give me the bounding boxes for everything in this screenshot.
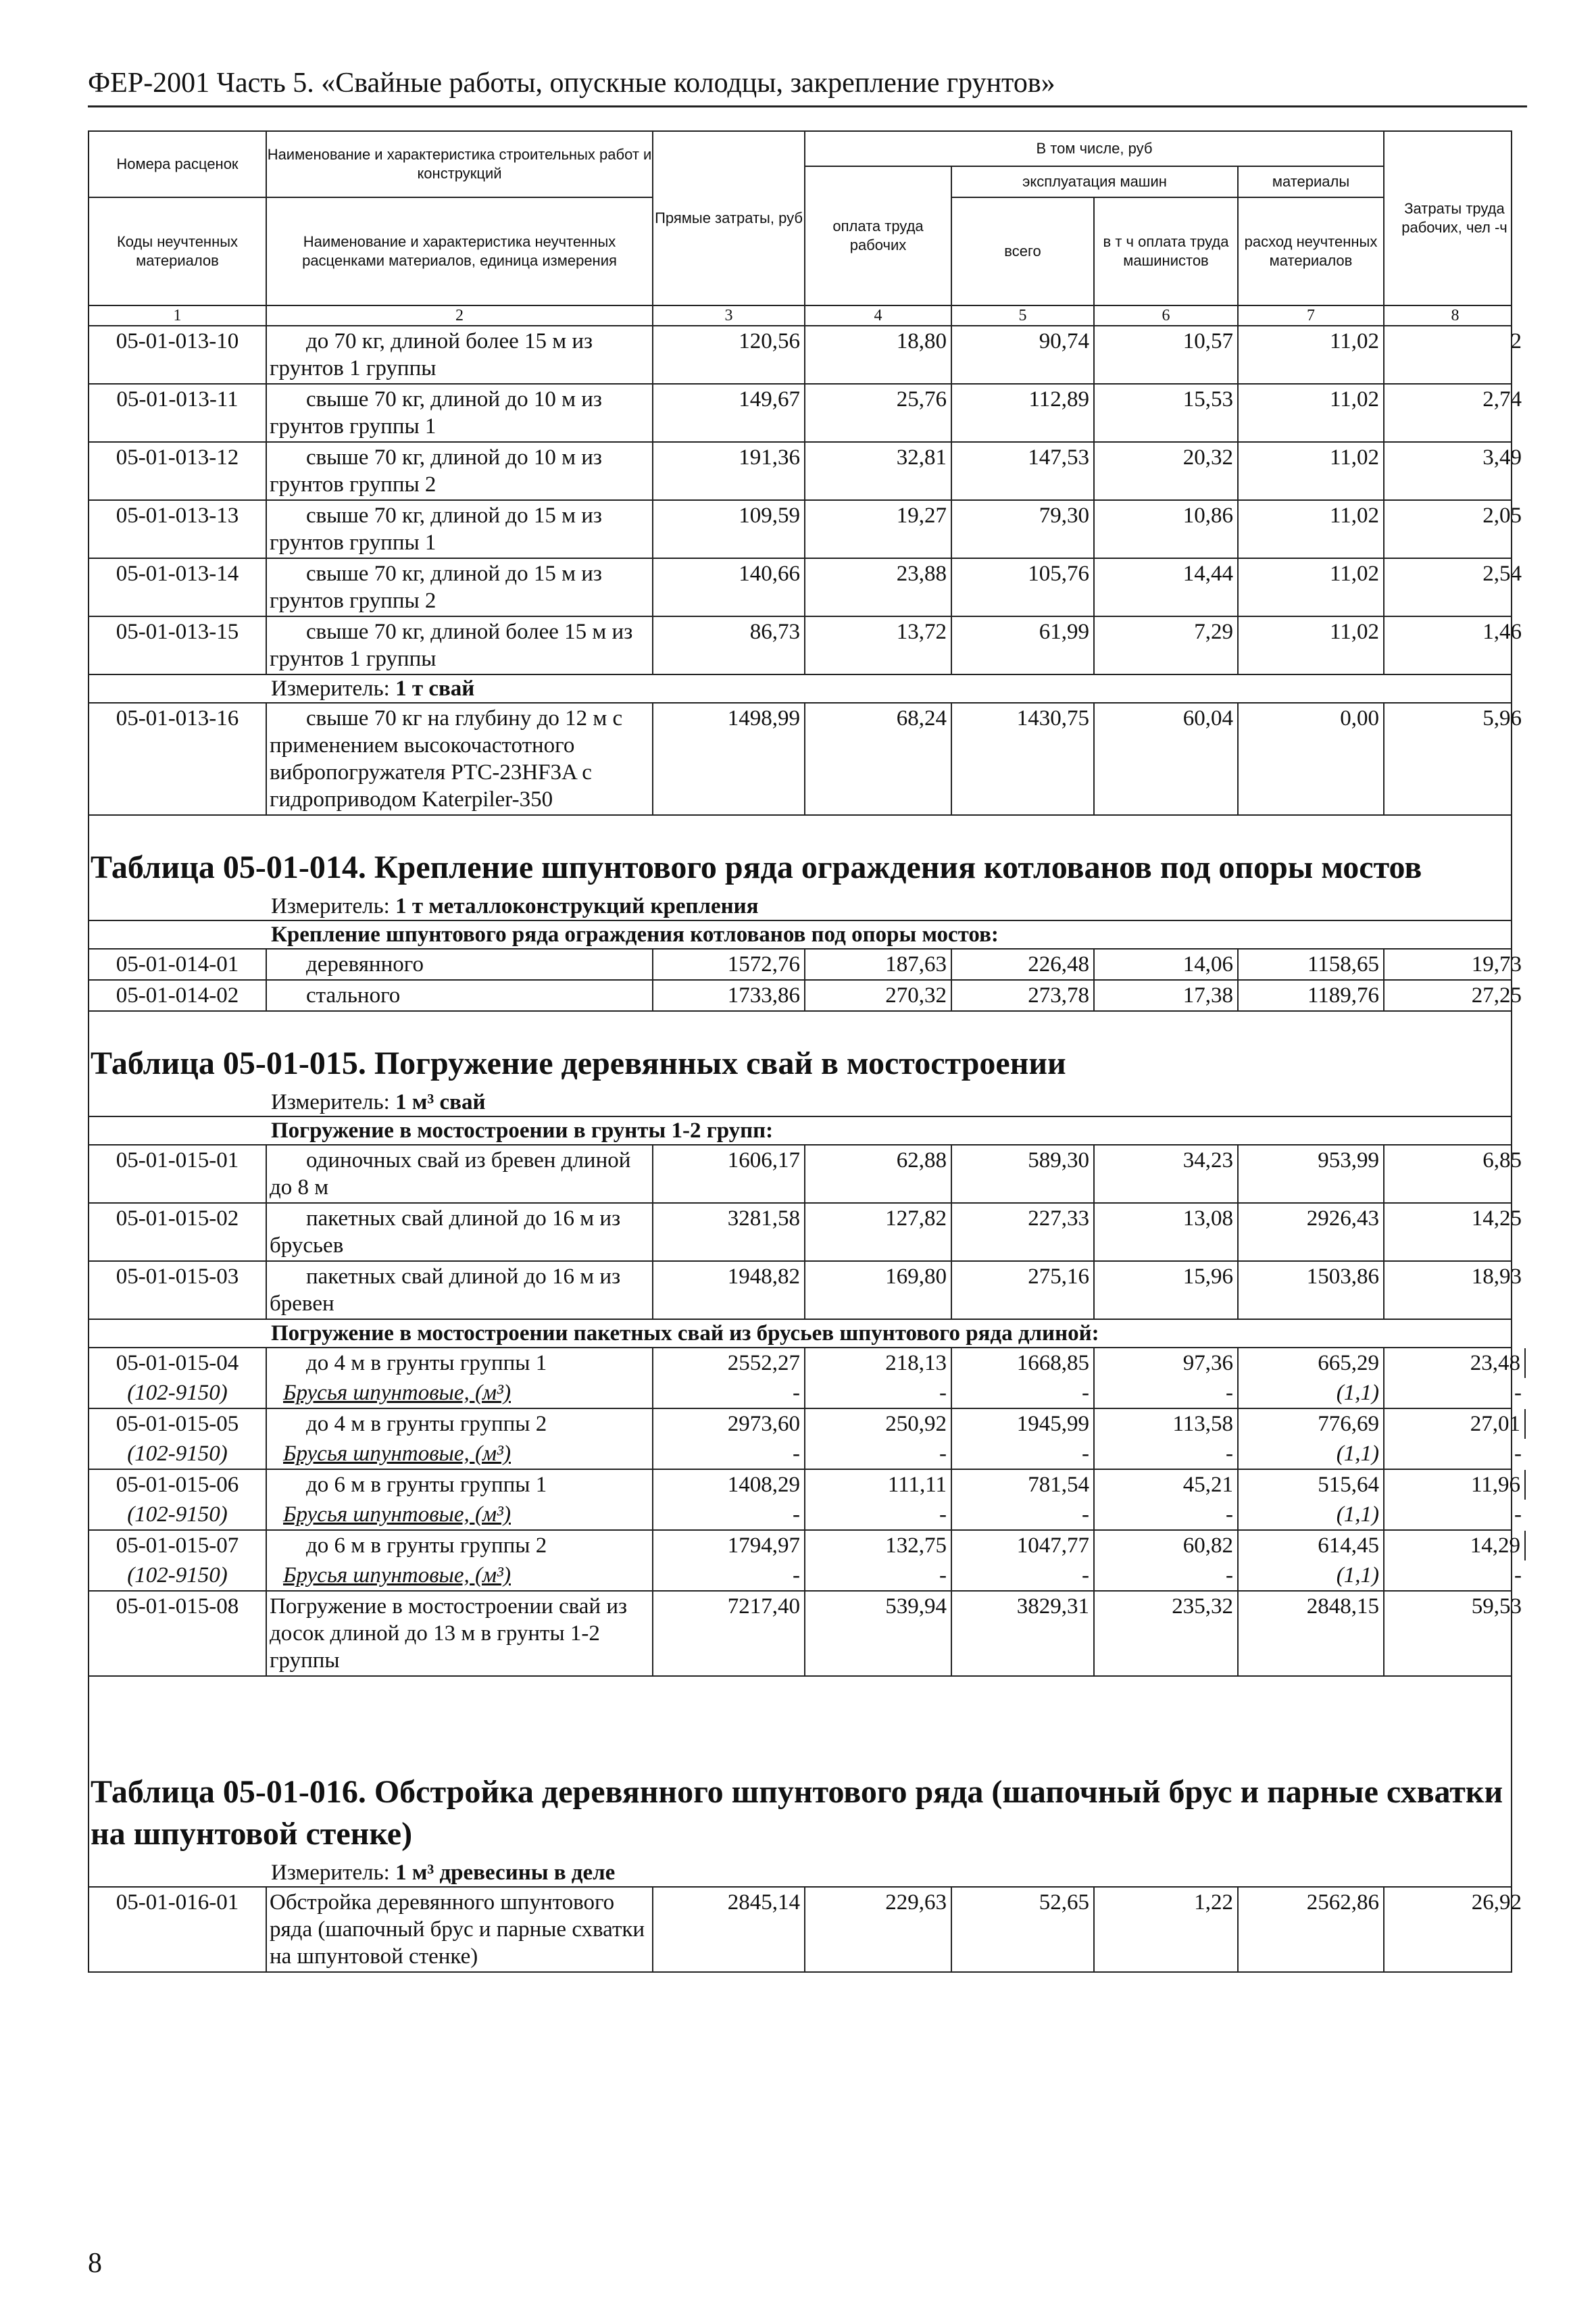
rate-code: 05-01-015-08: [89, 1592, 267, 1675]
operators-pay: 34,23: [1095, 1146, 1239, 1202]
header-labor-hours: Затраты труда рабочих, чел -ч: [1401, 200, 1507, 236]
operators-pay: 235,32: [1095, 1592, 1239, 1675]
section-row: [89, 921, 1511, 950]
table-row: [89, 1531, 1522, 1592]
rate-name: деревянного: [267, 950, 653, 979]
rate-name: свыше 70 кг, длиной более 15 м из грунтов 1 группы: [267, 617, 653, 674]
material-value: (1,1): [1239, 1439, 1385, 1469]
labor-hours: 14,25: [1471, 1206, 1522, 1231]
rate-code: 05-01-013-14: [89, 559, 267, 616]
table-016-title-block: [89, 1677, 1511, 1855]
labor-pay: 218,13: [805, 1348, 952, 1378]
rate-code: 05-01-013-11: [89, 385, 267, 441]
labor-pay: 229,63: [805, 1888, 952, 1971]
material-value: -: [653, 1378, 805, 1408]
material-value: -: [1514, 1563, 1522, 1587]
labor-pay: 270,32: [805, 981, 952, 1010]
meter-value: 1 м³ свай: [395, 1090, 486, 1114]
rate-name: пакетных свай длиной до 16 м из брусьев: [267, 1204, 653, 1260]
labor-pay: 127,82: [805, 1204, 952, 1260]
material-value: -: [1514, 1442, 1522, 1466]
rate-code: 05-01-016-01: [89, 1888, 267, 1971]
rate-code: 05-01-015-01: [89, 1146, 267, 1202]
block-015-b: [89, 1348, 1522, 1592]
block-015-a: [89, 1146, 1522, 1320]
section-row: [89, 1117, 1511, 1146]
rate-name: свыше 70 кг, длиной до 10 м из грунтов группы 1: [267, 385, 653, 441]
machines-total: 589,30: [952, 1146, 1095, 1202]
rate-code: 05-01-013-13: [89, 501, 267, 558]
header-rule: [88, 105, 1527, 107]
rate-name: до 6 м в грунты группы 2: [267, 1531, 653, 1560]
block-013: [89, 326, 1522, 675]
machines-total: 227,33: [952, 1204, 1095, 1260]
direct-costs: 1498,99: [653, 704, 805, 814]
machines-total: 147,53: [952, 443, 1095, 499]
col-number: 3: [653, 306, 805, 325]
labor-hours: 1,46: [1482, 620, 1522, 644]
rate-name: одиночных свай из бревен длиной до 8 м: [267, 1146, 653, 1202]
rate-name: свыше 70 кг на глубину до 12 м с применением высокочастотного вибропогружателя РТС-23HF3A с гидроприводом Katerpiler-350: [267, 704, 653, 814]
table-header: [89, 132, 1511, 306]
section-label: Погружение в мостостроении пакетных свай из брусьев шпунтового ряда длиной:: [271, 1321, 1099, 1346]
direct-costs: 191,36: [653, 443, 805, 499]
material-value: -: [952, 1560, 1095, 1590]
table-row: [89, 559, 1522, 617]
machines-total: 79,30: [952, 501, 1095, 558]
materials: 11,02: [1239, 385, 1385, 441]
header-name-top: Наименование и характеристика строительных работ и конструкций: [267, 132, 653, 198]
machines-total: 3829,31: [952, 1592, 1095, 1675]
machines-total: 61,99: [952, 617, 1095, 674]
labor-hours: 18,93: [1471, 1264, 1522, 1289]
direct-costs: 120,56: [653, 326, 805, 383]
operators-pay: 45,21: [1095, 1470, 1239, 1500]
header-group: В том числе, руб: [805, 132, 1385, 167]
rate-code: 05-01-013-10: [89, 326, 267, 383]
rate-name: стального: [267, 981, 653, 1010]
rate-name: Обстройка деревянного шпунтового ряда (шапочный брус и парные схватки на шпунтовой стенке): [267, 1888, 653, 1971]
direct-costs: 7217,40: [653, 1592, 805, 1675]
rate-name: до 70 кг, длиной более 15 м из грунтов 1 группы: [267, 326, 653, 383]
section-label: Погружение в мостостроении в грунты 1-2 групп:: [271, 1118, 774, 1143]
section-row: [89, 1320, 1511, 1348]
table-row: [89, 501, 1522, 559]
materials: 953,99: [1239, 1146, 1385, 1202]
machines-total: 275,16: [952, 1262, 1095, 1319]
rate-name: до 6 м в грунты группы 1: [267, 1470, 653, 1500]
machines-total: 1945,99: [952, 1409, 1095, 1439]
direct-costs: 1948,82: [653, 1262, 805, 1319]
materials: 1503,86: [1239, 1262, 1385, 1319]
operators-pay: 15,53: [1095, 385, 1239, 441]
rate-code: 05-01-015-03: [89, 1262, 267, 1319]
rate-code: 05-01-014-02: [89, 981, 267, 1010]
col-number: 5: [952, 306, 1095, 325]
rate-code: 05-01-014-01: [89, 950, 267, 979]
table-016-title: Таблица 05-01-016. Обстройка деревянного шпунтового ряда (шапочный брус и парные схватки на шпунтовой стенке): [91, 1774, 1503, 1852]
materials: 11,02: [1239, 326, 1385, 383]
labor-hours: 2,54: [1482, 562, 1522, 586]
table-015-title-block: [89, 1012, 1511, 1085]
labor-hours: 11,96: [1385, 1470, 1526, 1500]
rate-name: свыше 70 кг, длиной до 10 м из грунтов группы 2: [267, 443, 653, 499]
material-code: (102-9150): [89, 1439, 267, 1469]
labor-hours: 2,74: [1482, 387, 1522, 412]
col-number: 6: [1095, 306, 1239, 325]
table-row: [89, 950, 1522, 981]
direct-costs: 109,59: [653, 501, 805, 558]
operators-pay: 14,06: [1095, 950, 1239, 979]
machines-total: 52,65: [952, 1888, 1095, 1971]
rate-code: 05-01-015-04: [89, 1348, 267, 1378]
labor-pay: 32,81: [805, 443, 952, 499]
rate-code: 05-01-015-06: [89, 1470, 267, 1500]
labor-hours: 26,92: [1471, 1890, 1522, 1915]
labor-hours: 5,96: [1482, 706, 1522, 731]
header-unaccounted-materials: расход неучтенных материалов: [1239, 198, 1385, 305]
operators-pay: 17,38: [1095, 981, 1239, 1010]
material-value: (1,1): [1239, 1560, 1385, 1590]
col-number: 2: [267, 306, 653, 325]
meter-value: 1 т металлоконструкций крепления: [395, 894, 759, 918]
rate-code: 05-01-013-15: [89, 617, 267, 674]
machines-total: 273,78: [952, 981, 1095, 1010]
direct-costs: 1572,76: [653, 950, 805, 979]
rate-code: 05-01-015-02: [89, 1204, 267, 1260]
labor-pay: 539,94: [805, 1592, 952, 1675]
operators-pay: 97,36: [1095, 1348, 1239, 1378]
labor-pay: 13,72: [805, 617, 952, 674]
rate-name: свыше 70 кг, длиной до 15 м из грунтов группы 1: [267, 501, 653, 558]
material-value: -: [952, 1500, 1095, 1529]
labor-pay: 68,24: [805, 704, 952, 814]
table-row: [89, 1204, 1522, 1262]
table-row: [89, 1146, 1522, 1204]
table-row: [89, 704, 1522, 816]
header-machines: эксплуатация машин: [952, 167, 1239, 198]
table-row: [89, 326, 1522, 385]
table-row: [89, 385, 1522, 443]
table-row: [89, 981, 1522, 1012]
labor-hours: 14,29: [1385, 1531, 1526, 1560]
labor-hours: 6,85: [1482, 1148, 1522, 1173]
operators-pay: 60,82: [1095, 1531, 1239, 1560]
material-code: (102-9150): [89, 1560, 267, 1590]
meter-row: [89, 675, 1511, 704]
material-value: -: [805, 1439, 952, 1469]
machines-total: 1668,85: [952, 1348, 1095, 1378]
labor-hours: 19,73: [1471, 952, 1522, 977]
direct-costs: 3281,58: [653, 1204, 805, 1260]
rate-name: пакетных свай длиной до 16 м из бревен: [267, 1262, 653, 1319]
operators-pay: 60,04: [1095, 704, 1239, 814]
machines-total: 1430,75: [952, 704, 1095, 814]
material-value: (1,1): [1239, 1378, 1385, 1408]
table-row: [89, 1348, 1522, 1409]
table-row: [89, 1888, 1522, 1971]
material-value: -: [1095, 1560, 1239, 1590]
operators-pay: 14,44: [1095, 559, 1239, 616]
material-value: -: [1514, 1502, 1522, 1527]
direct-costs: 2552,27: [653, 1348, 805, 1378]
meter-label: Измеритель:: [271, 1090, 390, 1114]
operators-pay: 10,57: [1095, 326, 1239, 383]
operators-pay: 10,86: [1095, 501, 1239, 558]
material-name: Брусья шпунтовые, (м³): [267, 1439, 653, 1469]
meter-label: Измеритель:: [271, 676, 390, 701]
direct-costs: 1733,86: [653, 981, 805, 1010]
direct-costs: 1408,29: [653, 1470, 805, 1500]
materials: 1189,76: [1239, 981, 1385, 1010]
materials: 665,29: [1239, 1348, 1385, 1378]
direct-costs: 2845,14: [653, 1888, 805, 1971]
direct-costs: 2973,60: [653, 1409, 805, 1439]
header-materials: материалы: [1239, 167, 1385, 198]
header-operators-pay: в т ч оплата труда машинистов: [1095, 198, 1239, 305]
table-row: [89, 1409, 1522, 1470]
col-number: 4: [805, 306, 952, 325]
material-value: -: [1095, 1378, 1239, 1408]
meter-row: [89, 889, 1511, 921]
header-name-bottom: Наименование и характеристика неучтенных расценками материалов, единица измерения: [267, 198, 653, 305]
rate-code: 05-01-015-07: [89, 1531, 267, 1560]
operators-pay: 7,29: [1095, 617, 1239, 674]
labor-hours: 59,53: [1471, 1594, 1522, 1619]
machines-total: 1047,77: [952, 1531, 1095, 1560]
labor-pay: 169,80: [805, 1262, 952, 1319]
operators-pay: 20,32: [1095, 443, 1239, 499]
header-codes-bottom: Коды неучтенных материалов: [89, 198, 267, 305]
materials: 776,69: [1239, 1409, 1385, 1439]
materials: 515,64: [1239, 1470, 1385, 1500]
operators-pay: 1,22: [1095, 1888, 1239, 1971]
rate-name: до 4 м в грунты группы 2: [267, 1409, 653, 1439]
materials: 11,02: [1239, 443, 1385, 499]
table-row: [89, 617, 1522, 675]
table-row: [89, 443, 1522, 501]
direct-costs: 1606,17: [653, 1146, 805, 1202]
rate-name: свыше 70 кг, длиной до 15 м из грунтов группы 2: [267, 559, 653, 616]
materials: 2848,15: [1239, 1592, 1385, 1675]
meter-row: [89, 1085, 1511, 1117]
section-label: Крепление шпунтового ряда ограждения котлованов под опоры мостов:: [271, 922, 999, 947]
labor-pay: 18,80: [805, 326, 952, 383]
materials: 1158,65: [1239, 950, 1385, 979]
col-number: 1: [89, 306, 267, 325]
material-value: -: [653, 1439, 805, 1469]
direct-costs: 149,67: [653, 385, 805, 441]
header-codes-top: Номера расценок: [89, 132, 267, 198]
operators-pay: 113,58: [1095, 1409, 1239, 1439]
meter-row: [89, 1855, 1511, 1888]
operators-pay: 13,08: [1095, 1204, 1239, 1260]
material-value: -: [805, 1500, 952, 1529]
page-number: 8: [88, 2248, 102, 2279]
meter-label: Измеритель:: [271, 1861, 390, 1885]
material-value: -: [1514, 1381, 1522, 1405]
material-value: -: [805, 1560, 952, 1590]
table-014-title-block: [89, 816, 1511, 889]
labor-hours: 3,49: [1482, 445, 1522, 470]
block-014: [89, 950, 1522, 1012]
labor-hours: 2,05: [1482, 503, 1522, 528]
col-number: 7: [1239, 306, 1385, 325]
materials: 614,45: [1239, 1531, 1385, 1560]
material-value: -: [805, 1378, 952, 1408]
direct-costs: 140,66: [653, 559, 805, 616]
machines-total: 105,76: [952, 559, 1095, 616]
labor-pay: 250,92: [805, 1409, 952, 1439]
rate-name: Погружение в мостостроении свай из досок длиной до 13 м в грунты 1-2 группы: [267, 1592, 653, 1675]
materials: 2926,43: [1239, 1204, 1385, 1260]
material-code: (102-9150): [89, 1500, 267, 1529]
rate-code: 05-01-015-05: [89, 1409, 267, 1439]
material-code: (102-9150): [89, 1378, 267, 1408]
materials: 0,00: [1239, 704, 1385, 814]
materials: 11,02: [1239, 617, 1385, 674]
labor-hours: 27,01: [1385, 1409, 1526, 1439]
material-value: -: [653, 1500, 805, 1529]
direct-costs: 86,73: [653, 617, 805, 674]
direct-costs: 1794,97: [653, 1531, 805, 1560]
materials: 2562,86: [1239, 1888, 1385, 1971]
materials: 11,02: [1239, 501, 1385, 558]
table-014-title: Таблица 05-01-014. Крепление шпунтового ряда ограждения котлованов под опоры мостов: [91, 850, 1422, 885]
material-value: -: [1095, 1439, 1239, 1469]
table-row: [89, 1262, 1522, 1320]
labor-pay: 187,63: [805, 950, 952, 979]
material-name: Брусья шпунтовые, (м³): [267, 1378, 653, 1408]
rate-name: до 4 м в грунты группы 1: [267, 1348, 653, 1378]
material-value: -: [952, 1439, 1095, 1469]
labor-pay: 132,75: [805, 1531, 952, 1560]
labor-hours: 27,25: [1471, 983, 1522, 1008]
header-direct-costs: Прямые затраты, руб: [653, 132, 805, 305]
meter-value: 1 т свай: [395, 676, 475, 701]
header-machines-total: всего: [952, 198, 1095, 305]
machines-total: 781,54: [952, 1470, 1095, 1500]
table-row: [89, 1592, 1522, 1677]
operators-pay: 15,96: [1095, 1262, 1239, 1319]
labor-pay: 19,27: [805, 501, 952, 558]
col-number: 8: [1451, 307, 1460, 324]
meter-value: 1 м³ древесины в деле: [395, 1861, 616, 1885]
table-015-title: Таблица 05-01-015. Погружение деревянных свай в мостостроении: [91, 1045, 1066, 1081]
rate-code: 05-01-013-16: [89, 704, 267, 814]
rates-table: [88, 130, 1522, 1973]
page-header: ФЕР-2001 Часть 5. «Свайные работы, опускные колодцы, закрепление грунтов»: [88, 68, 1055, 99]
column-numbers: [89, 306, 1511, 326]
labor-hours: 2: [1510, 329, 1522, 353]
machines-total: 226,48: [952, 950, 1095, 979]
rate-code: 05-01-013-12: [89, 443, 267, 499]
material-value: (1,1): [1239, 1500, 1385, 1529]
material-value: -: [653, 1560, 805, 1590]
material-value: -: [1095, 1500, 1239, 1529]
materials: 11,02: [1239, 559, 1385, 616]
labor-pay: 23,88: [805, 559, 952, 616]
machines-total: 90,74: [952, 326, 1095, 383]
labor-pay: 25,76: [805, 385, 952, 441]
material-name: Брусья шпунтовые, (м³): [267, 1500, 653, 1529]
meter-label: Измеритель:: [271, 894, 390, 918]
material-name: Брусья шпунтовые, (м³): [267, 1560, 653, 1590]
material-value: -: [952, 1378, 1095, 1408]
labor-pay: 111,11: [805, 1470, 952, 1500]
machines-total: 112,89: [952, 385, 1095, 441]
table-row: [89, 1470, 1522, 1531]
labor-pay: 62,88: [805, 1146, 952, 1202]
header-labor-pay: оплата труда рабочих: [805, 167, 952, 305]
labor-hours: 23,48: [1385, 1348, 1526, 1378]
